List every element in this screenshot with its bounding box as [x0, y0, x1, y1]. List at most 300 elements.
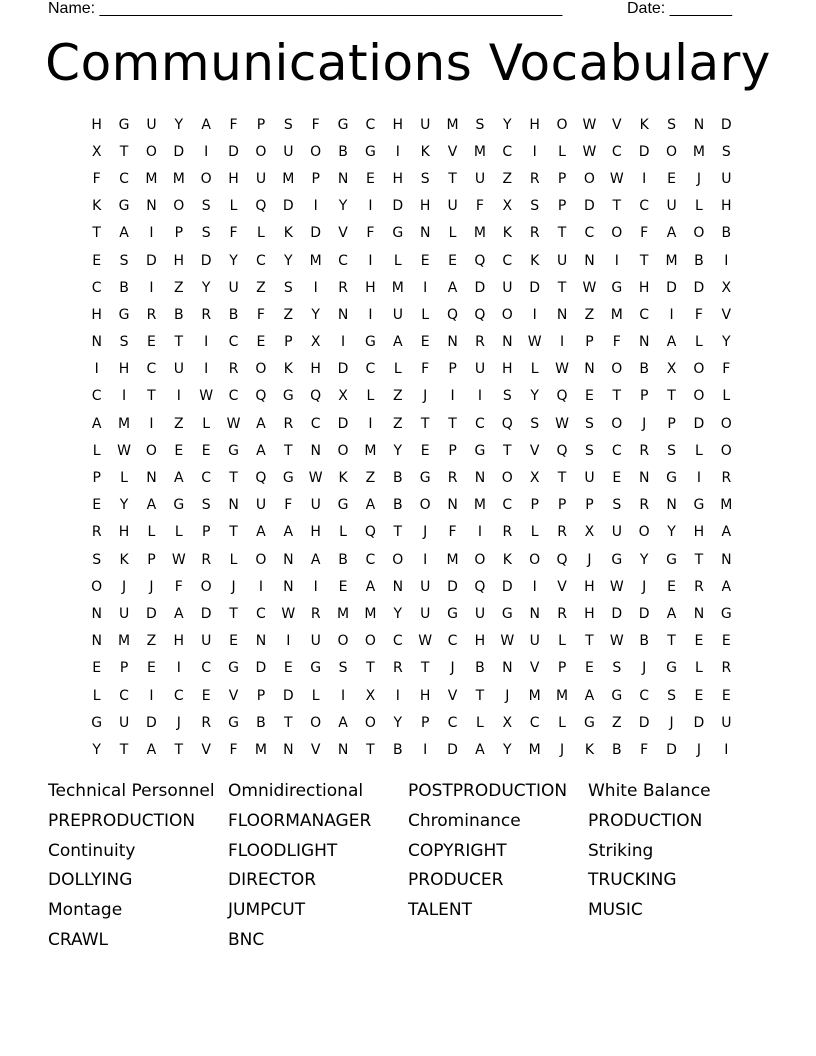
grid-letter: O	[310, 143, 322, 160]
grid-letter: H	[419, 687, 431, 704]
grid-letter: T	[420, 660, 430, 677]
grid-letter: U	[474, 361, 486, 378]
grid-letter: Q	[255, 470, 267, 487]
grid-letter: W	[527, 334, 542, 351]
grid-letter: A	[256, 524, 266, 541]
grid-row	[83, 492, 740, 519]
grid-letter: U	[474, 605, 486, 622]
grid-letter: T	[612, 198, 622, 215]
grid-letter: Y	[722, 334, 731, 351]
grid-letter: E	[92, 497, 102, 514]
grid-letter: T	[667, 388, 676, 405]
grid-letter: X	[338, 388, 348, 405]
grid-letter: G	[310, 660, 322, 677]
grid-letter: C	[529, 714, 540, 731]
grid-letter: U	[420, 578, 431, 595]
grid-letter: M	[337, 605, 350, 622]
grid-letter: H	[392, 116, 404, 133]
grid-row	[83, 111, 740, 138]
grid-letter: V	[310, 741, 321, 758]
word-list-item: White Balance	[588, 781, 711, 801]
grid-letter: O	[337, 633, 349, 650]
grid-letter: D	[666, 279, 677, 296]
grid-letter: P	[201, 524, 211, 541]
grid-letter: Y	[311, 306, 320, 323]
grid-letter: A	[475, 741, 485, 758]
grid-letter: W	[555, 361, 569, 378]
grid-letter: G	[228, 714, 239, 731]
grid-letter: H	[173, 633, 185, 650]
grid-letter: T	[557, 279, 567, 296]
grid-letter: K	[639, 116, 649, 133]
date-field-label[interactable]: Date: _______	[627, 0, 732, 17]
grid-letter: N	[693, 116, 705, 133]
grid-letter: C	[146, 361, 157, 378]
grid-letter: L	[722, 388, 731, 405]
grid-letter: V	[529, 660, 540, 677]
word-list-item: Continuity	[48, 840, 136, 861]
grid-letter: N	[556, 306, 568, 323]
grid-letter: S	[667, 687, 676, 704]
grid-letter: C	[392, 633, 403, 650]
grid-letter: Y	[92, 741, 101, 758]
grid-letter: Y	[503, 741, 512, 758]
grid-letter: Z	[283, 306, 294, 323]
grid-letter: O	[364, 633, 376, 650]
grid-letter: R	[529, 225, 540, 242]
grid-letter: L	[339, 524, 347, 541]
grid-letter: L	[147, 524, 156, 541]
grid-letter: B	[174, 306, 184, 323]
grid-letter: J	[669, 714, 674, 731]
grid-row	[83, 519, 740, 546]
grid-letter: A	[146, 497, 157, 514]
grid-letter: D	[447, 578, 458, 595]
grid-letter: E	[256, 334, 266, 351]
grid-letter: O	[255, 361, 267, 378]
grid-letter: X	[502, 198, 513, 215]
grid-letter: G	[447, 605, 458, 622]
grid-letter: P	[311, 170, 320, 187]
grid-letter: T	[284, 442, 293, 459]
grid-letter: A	[174, 605, 184, 622]
grid-letter: E	[92, 252, 102, 269]
grid-letter: T	[639, 252, 649, 269]
grid-letter: M	[528, 687, 541, 704]
grid-letter: N	[474, 470, 486, 487]
grid-letter: C	[502, 252, 513, 269]
letter-grid	[83, 111, 740, 764]
grid-letter: Q	[556, 442, 568, 459]
word-list-item: JUMPCUT	[228, 900, 306, 921]
grid-letter: V	[447, 143, 458, 160]
grid-letter: F	[284, 497, 293, 514]
grid-letter: J	[505, 687, 510, 704]
grid-letter: P	[557, 170, 567, 187]
grid-letter: N	[502, 660, 513, 677]
word-list-item: DOLLYING	[48, 870, 133, 891]
grid-letter: A	[256, 415, 266, 432]
grid-letter: I	[724, 741, 729, 758]
grid-letter: O	[145, 442, 157, 459]
grid-letter: E	[92, 660, 102, 677]
grid-letter: F	[366, 225, 375, 242]
grid-letter: P	[92, 470, 101, 487]
grid-letter: A	[256, 442, 266, 459]
grid-letter: J	[450, 660, 455, 677]
grid-letter: I	[450, 388, 455, 405]
grid-letter: I	[642, 170, 647, 187]
grid-letter: N	[91, 334, 102, 351]
grid-letter: C	[201, 660, 212, 677]
grid-letter: I	[614, 252, 619, 269]
grid-row	[83, 193, 740, 220]
grid-letter: Y	[229, 252, 238, 269]
grid-letter: E	[721, 687, 731, 704]
grid-letter: H	[310, 361, 321, 378]
grid-letter: D	[611, 605, 623, 622]
grid-letter: S	[201, 198, 211, 215]
grid-letter: O	[693, 388, 705, 405]
grid-letter: N	[337, 306, 349, 323]
grid-letter: H	[118, 361, 130, 378]
grid-letter: L	[530, 361, 539, 378]
grid-letter: P	[585, 334, 594, 351]
grid-letter: R	[201, 714, 212, 731]
grid-letter: T	[147, 388, 156, 405]
grid-letter: M	[172, 170, 185, 187]
grid-letter: C	[639, 306, 650, 323]
grid-letter: G	[118, 198, 130, 215]
grid-letter: P	[530, 497, 539, 514]
grid-letter: I	[696, 470, 701, 487]
grid-letter: C	[228, 334, 239, 351]
grid-letter: U	[502, 279, 513, 296]
grid-letter: L	[530, 524, 539, 541]
grid-letter: Y	[338, 198, 348, 215]
grid-letter: R	[639, 442, 650, 459]
grid-letter: K	[584, 741, 595, 758]
grid-letter: A	[447, 279, 458, 296]
grid-letter: I	[204, 143, 209, 160]
grid-letter: G	[228, 660, 239, 677]
grid-letter: Y	[667, 524, 676, 541]
grid-letter: G	[392, 225, 404, 242]
grid-letter: G	[501, 605, 513, 622]
grid-letter: R	[639, 497, 650, 514]
grid-letter: I	[121, 388, 127, 405]
grid-letter: O	[556, 116, 568, 133]
grid-letter: I	[94, 361, 99, 378]
header	[0, 0, 816, 22]
grid-letter: F	[229, 741, 238, 758]
grid-letter: O	[173, 198, 185, 215]
grid-letter: S	[721, 143, 731, 160]
grid-letter: C	[365, 551, 376, 568]
grid-letter: N	[529, 605, 540, 622]
grid-letter: Q	[255, 388, 267, 405]
grid-row	[83, 573, 740, 600]
grid-letter: B	[639, 361, 649, 378]
grid-letter: D	[529, 279, 541, 296]
grid-letter: U	[420, 605, 431, 622]
grid-letter: U	[118, 605, 130, 622]
grid-letter: G	[419, 470, 431, 487]
grid-row	[83, 383, 740, 410]
grid-letter: M	[446, 116, 459, 133]
grid-letter: N	[146, 198, 157, 215]
grid-letter: D	[337, 361, 349, 378]
grid-letter: S	[530, 198, 540, 215]
grid-letter: L	[229, 198, 238, 215]
grid-letter: I	[149, 415, 154, 432]
grid-row	[83, 301, 740, 328]
grid-letter: R	[228, 361, 239, 378]
grid-letter: D	[282, 198, 294, 215]
grid-letter: E	[174, 442, 184, 459]
grid-letter: U	[447, 198, 458, 215]
grid-letter: D	[255, 660, 267, 677]
grid-letter: E	[420, 334, 430, 351]
grid-letter: D	[501, 578, 513, 595]
grid-letter: D	[638, 714, 650, 731]
grid-letter: R	[392, 660, 403, 677]
grid-letter: L	[120, 470, 128, 487]
grid-letter: M	[610, 306, 623, 323]
grid-letter: N	[392, 578, 404, 595]
grid-letter: U	[611, 524, 622, 541]
grid-letter: X	[529, 470, 540, 487]
grid-letter: B	[393, 497, 403, 514]
grid-letter: G	[666, 470, 677, 487]
grid-letter: Z	[174, 279, 184, 296]
grid-letter: I	[368, 415, 373, 432]
grid-letter: B	[119, 279, 129, 296]
grid-letter: U	[283, 143, 294, 160]
grid-letter: D	[666, 741, 677, 758]
grid-letter: F	[92, 170, 101, 187]
grid-letter: I	[423, 279, 428, 296]
grid-letter: M	[665, 252, 678, 269]
grid-letter: R	[557, 524, 567, 541]
grid-row	[83, 274, 740, 301]
grid-letter: N	[283, 551, 294, 568]
word-list	[48, 778, 768, 957]
grid-row	[83, 628, 740, 655]
grid-letter: E	[448, 252, 457, 269]
grid-letter: A	[365, 578, 376, 595]
grid-letter: O	[720, 442, 732, 459]
grid-letter: F	[448, 524, 457, 541]
grid-letter: Q	[556, 551, 568, 568]
grid-letter: E	[420, 442, 430, 459]
grid-letter: X	[721, 279, 732, 296]
grid-letter: T	[284, 714, 293, 731]
grid-letter: B	[612, 741, 622, 758]
grid-letter: S	[584, 415, 594, 432]
grid-letter: L	[174, 524, 183, 541]
grid-letter: W	[117, 442, 131, 459]
grid-letter: T	[229, 470, 238, 487]
grid-letter: U	[310, 633, 321, 650]
grid-letter: P	[585, 497, 594, 514]
grid-row	[83, 546, 740, 573]
name-field-label[interactable]: Name: ____________________________________________________	[48, 0, 563, 17]
grid-letter: I	[532, 306, 537, 323]
grid-letter: G	[474, 442, 486, 459]
grid-letter: G	[611, 279, 623, 296]
grid-letter: Z	[365, 470, 376, 487]
page-title: Communications Vocabulary	[45, 34, 771, 92]
grid-letter: L	[448, 225, 457, 242]
grid-letter: N	[638, 334, 650, 351]
grid-letter: S	[201, 225, 211, 242]
grid-letter: U	[255, 497, 267, 514]
grid-letter: R	[91, 524, 102, 541]
grid-letter: U	[666, 198, 677, 215]
grid-letter: Q	[474, 252, 486, 269]
grid-letter: W	[582, 116, 597, 133]
grid-letter: C	[228, 388, 239, 405]
grid-letter: U	[255, 170, 267, 187]
grid-letter: C	[475, 415, 485, 432]
grid-letter: W	[226, 415, 241, 432]
word-list-item: PRODUCTION	[588, 810, 703, 831]
grid-letter: T	[448, 170, 457, 187]
grid-letter: Y	[119, 497, 129, 514]
grid-letter: M	[473, 143, 486, 160]
grid-letter: N	[447, 497, 458, 514]
grid-letter: T	[174, 334, 184, 351]
grid-letter: T	[366, 660, 375, 677]
grid-letter: C	[611, 143, 622, 160]
grid-letter: W	[609, 578, 624, 595]
grid-letter: O	[583, 170, 595, 187]
grid-letter: X	[502, 714, 513, 731]
grid-letter: I	[395, 143, 400, 160]
word-list-item: Technical Personnel	[48, 781, 215, 801]
grid-letter: P	[420, 714, 430, 731]
grid-letter: R	[721, 660, 732, 677]
grid-letter: W	[171, 551, 186, 568]
grid-letter: H	[228, 170, 239, 187]
grid-letter: N	[721, 551, 732, 568]
grid-letter: R	[146, 306, 157, 323]
grid-letter: D	[146, 714, 157, 731]
grid-letter: H	[693, 524, 705, 541]
grid-letter: N	[419, 225, 431, 242]
grid-letter: H	[365, 279, 376, 296]
grid-letter: E	[721, 633, 731, 650]
grid-letter: J	[696, 170, 701, 187]
grid-letter: Q	[255, 198, 267, 215]
grid-letter: M	[556, 687, 569, 704]
grid-letter: Y	[393, 714, 403, 731]
grid-letter: D	[146, 605, 157, 622]
grid-letter: I	[313, 279, 318, 296]
grid-letter: O	[611, 415, 623, 432]
grid-letter: K	[119, 551, 129, 568]
word-list-item: Montage	[48, 900, 123, 921]
grid-letter: M	[364, 442, 377, 459]
grid-letter: M	[145, 170, 158, 187]
grid-letter: T	[612, 388, 622, 405]
grid-letter: E	[585, 660, 594, 677]
grid-letter: N	[228, 497, 239, 514]
grid-letter: B	[228, 306, 239, 323]
grid-letter: A	[666, 225, 677, 242]
grid-letter: F	[694, 306, 703, 323]
grid-letter: L	[393, 252, 402, 269]
grid-letter: I	[532, 578, 537, 595]
grid-letter: C	[365, 116, 376, 133]
grid-row	[83, 356, 740, 383]
grid-letter: E	[201, 687, 211, 704]
grid-letter: O	[693, 361, 705, 378]
grid-letter: G	[91, 714, 103, 731]
grid-letter: S	[612, 660, 622, 677]
grid-letter: H	[91, 116, 102, 133]
grid-letter: Q	[474, 578, 486, 595]
grid-letter: J	[423, 388, 428, 405]
grid-letter: I	[423, 741, 428, 758]
grid-letter: E	[667, 578, 676, 595]
grid-letter: Z	[174, 415, 184, 432]
grid-letter: T	[174, 741, 184, 758]
grid-letter: P	[557, 660, 567, 677]
grid-letter: W	[609, 633, 624, 650]
grid-letter: O	[720, 415, 732, 432]
grid-letter: H	[91, 306, 102, 323]
grid-letter: L	[421, 306, 430, 323]
grid-letter: L	[366, 388, 375, 405]
grid-letter: E	[585, 388, 594, 405]
grid-letter: G	[720, 605, 732, 622]
grid-letter: M	[364, 605, 377, 622]
grid-letter: O	[474, 551, 486, 568]
grid-letter: P	[557, 497, 567, 514]
grid-letter: I	[176, 388, 181, 405]
word-list-item: BNC	[228, 929, 265, 950]
grid-letter: N	[91, 605, 102, 622]
grid-letter: L	[695, 198, 703, 215]
grid-letter: T	[557, 225, 567, 242]
grid-letter: J	[642, 660, 647, 677]
grid-letter: E	[147, 660, 156, 677]
grid-letter: Z	[256, 279, 266, 296]
grid-letter: Q	[501, 415, 513, 432]
grid-letter: R	[502, 524, 513, 541]
grid-letter: G	[337, 497, 349, 514]
grid-letter: F	[612, 334, 621, 351]
grid-letter: L	[393, 361, 402, 378]
grid-letter: N	[447, 334, 458, 351]
grid-letter: A	[174, 470, 184, 487]
grid-letter: U	[310, 497, 321, 514]
grid-letter: A	[721, 524, 732, 541]
grid-letter: O	[145, 143, 157, 160]
grid-letter: T	[448, 415, 457, 432]
grid-letter: T	[119, 143, 129, 160]
grid-letter: I	[149, 687, 154, 704]
grid-letter: D	[310, 225, 322, 242]
grid-letter: Z	[393, 388, 403, 405]
grid-letter: C	[256, 605, 266, 622]
grid-letter: D	[693, 714, 705, 731]
grid-letter: H	[584, 605, 595, 622]
word-list-item: Omnidirectional	[228, 781, 364, 801]
grid-letter: C	[639, 687, 650, 704]
